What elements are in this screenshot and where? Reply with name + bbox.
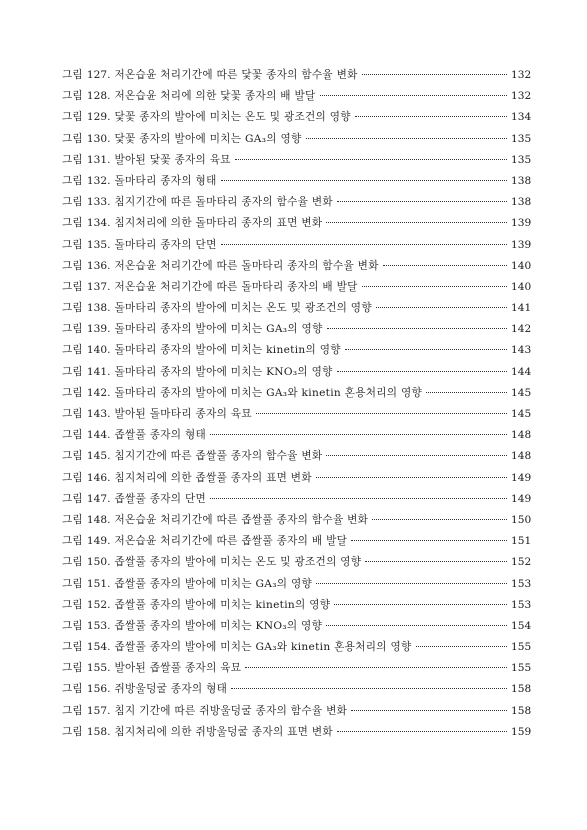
toc-entry-title: 발아된 돌마타리 종자의 육묘 — [114, 408, 252, 420]
toc-entry[interactable] — [62, 574, 531, 595]
toc-entry-page: 145 — [511, 408, 532, 420]
toc-entry-page: 145 — [511, 386, 532, 399]
toc-entry[interactable] — [62, 129, 531, 150]
dot-leader — [316, 477, 507, 478]
toc-entry-title: 돌마타리 종자의 발아에 미치는 GA₃의 영향 — [114, 323, 323, 336]
toc-entry[interactable] — [62, 616, 531, 637]
dot-leader — [351, 710, 507, 711]
toc-entry-number: 137. — [86, 280, 111, 293]
toc-entry-number: 156. — [86, 683, 111, 696]
toc-entry-title: 발아된 좁쌀풀 종자의 육묘 — [114, 662, 242, 675]
toc-entry-title: 침지처리에 의한 돌마타리 종자의 표면 변화 — [114, 217, 323, 230]
toc-entry-page: 141 — [511, 302, 532, 315]
toc-entry-prefix: 그림 — [62, 535, 83, 548]
toc-entry-number: 128. — [86, 90, 111, 103]
toc-entry-number: 145. — [86, 450, 111, 463]
toc-entry-title: 좁쌀풀 종자의 발아에 미치는 GA₃와 kinetin 혼용처리의 영향 — [114, 641, 412, 654]
toc-entry-prefix: 그림 — [62, 153, 83, 166]
toc-entry-page: 140 — [511, 280, 532, 293]
toc-entry-number: 142. — [86, 386, 111, 399]
toc-entry-prefix: 그림 — [62, 344, 83, 357]
toc-entry[interactable] — [62, 722, 531, 743]
dot-leader — [372, 519, 507, 520]
toc-entry-page: 149 — [511, 492, 532, 505]
toc-entry-prefix: 그림 — [62, 365, 83, 378]
dot-leader — [327, 328, 507, 329]
toc-entry[interactable] — [62, 171, 531, 192]
toc-entry-number: 153. — [86, 619, 111, 632]
toc-entry[interactable] — [62, 150, 531, 171]
toc-entry[interactable] — [62, 256, 531, 277]
toc-entry-title: 침지 기간에 따른 쥐방울덩굴 종자의 함수율 변화 — [114, 704, 348, 717]
toc-entry-title: 좁쌀풀 종자의 발아에 미치는 GA₃의 영향 — [114, 577, 313, 590]
dot-leader — [235, 159, 507, 160]
toc-entry-number: 133. — [86, 196, 111, 209]
toc-entry-title: 침지기간에 따른 돌마타리 종자의 함수율 변화 — [114, 196, 333, 209]
toc-entry-page: 150 — [511, 513, 532, 526]
toc-entry[interactable] — [62, 489, 531, 510]
dot-leader — [426, 392, 507, 393]
toc-entry-page: 144 — [511, 365, 532, 378]
dot-leader — [351, 540, 507, 541]
toc-entry-number: 152. — [86, 598, 111, 611]
toc-entry-number: 129. — [86, 111, 111, 124]
toc-entry-title: 돌마타리 종자의 발아에 미치는 GA₃와 kinetin 혼용처리의 영향 — [114, 386, 423, 399]
toc-entry-page: 139 — [511, 217, 532, 230]
toc-entry-page: 148 — [511, 429, 532, 442]
toc-entry-title: 돌마타리 종자의 단면 — [114, 238, 217, 251]
toc-entry-number: 150. — [86, 556, 111, 569]
toc-entry-prefix: 그림 — [62, 577, 83, 590]
toc-entry-number: 149. — [86, 535, 111, 548]
toc-entry-page: 148 — [511, 450, 532, 463]
toc-entry-title: 닻꽃 종자의 발아에 미치는 GA₃의 영향 — [114, 132, 302, 145]
dot-leader — [210, 434, 507, 435]
toc-entry[interactable] — [62, 362, 531, 383]
toc-entry[interactable] — [62, 425, 531, 446]
toc-entry-page: 143 — [511, 344, 532, 357]
toc-entry-page: 158 — [511, 683, 532, 696]
toc-entry[interactable] — [62, 510, 531, 531]
toc-entry-title: 침지처리에 의한 좁쌀풀 종자의 표면 변화 — [114, 471, 312, 484]
toc-entry-title: 저온습윤 처리에 의한 닻꽃 종자의 배 발달 — [114, 90, 316, 103]
toc-entry-page: 158 — [511, 704, 532, 717]
toc-entry-number: 127. — [86, 69, 111, 81]
dot-leader — [383, 265, 507, 266]
toc-entry-page: 152 — [511, 556, 532, 569]
toc-entry-page: 138 — [511, 174, 532, 187]
toc-entry-number: 132. — [86, 174, 111, 187]
toc-entry-prefix: 그림 — [62, 725, 83, 738]
dot-leader — [362, 286, 507, 287]
dot-leader — [210, 498, 507, 499]
toc-entry-number: 148. — [86, 513, 111, 526]
toc-entry-number: 157. — [86, 704, 111, 717]
toc-entry-prefix: 그림 — [62, 302, 83, 315]
toc-entry[interactable] — [62, 235, 531, 256]
toc-entry-prefix: 그림 — [62, 69, 83, 81]
toc-entry[interactable] — [62, 340, 531, 361]
toc-entry-title: 좁쌀풀 종자의 발아에 미치는 온도 및 광조건의 영향 — [114, 556, 362, 569]
dot-leader — [337, 731, 507, 732]
toc-entry-number: 147. — [86, 492, 111, 505]
toc-entry-number: 151. — [86, 577, 111, 590]
dot-leader — [345, 349, 507, 350]
toc-entry[interactable] — [62, 595, 531, 616]
toc-entry-prefix: 그림 — [62, 217, 83, 230]
toc-entry-page: 132 — [511, 90, 532, 103]
toc-entry-prefix: 그림 — [62, 492, 83, 505]
toc-entry[interactable] — [62, 192, 531, 213]
toc-entry-number: 154. — [86, 641, 111, 654]
toc-entry[interactable] — [62, 107, 531, 128]
dot-leader — [326, 455, 507, 456]
toc-entry[interactable] — [62, 213, 531, 234]
toc-entry-title: 저온습윤 처리기간에 따른 좁쌀풀 종자의 함수율 변화 — [114, 513, 369, 526]
toc-entry-title: 좁쌀풀 종자의 발아에 미치는 KNO₃의 영향 — [114, 619, 323, 632]
dot-leader — [316, 583, 507, 584]
toc-entry-title: 좁쌀풀 종자의 단면 — [114, 492, 207, 505]
toc-entry-prefix: 그림 — [62, 429, 83, 442]
toc-entry-prefix: 그림 — [62, 323, 83, 336]
toc-entry-page: 132 — [511, 69, 532, 81]
toc-entry-prefix: 그림 — [62, 556, 83, 569]
toc-entry-page: 142 — [511, 323, 532, 336]
dot-leader — [365, 561, 507, 562]
toc-entry-number: 158. — [86, 725, 111, 738]
toc-entry-page: 153 — [511, 598, 532, 611]
toc-entry-prefix: 그림 — [62, 662, 83, 675]
dot-leader — [320, 95, 507, 96]
toc-entry-number: 143. — [86, 408, 111, 420]
toc-entry-title: 돌마타리 종자의 발아에 미치는 KNO₃의 영향 — [114, 365, 333, 378]
dot-leader — [245, 667, 507, 668]
toc-entry[interactable] — [62, 86, 531, 107]
toc-entry-prefix: 그림 — [62, 471, 83, 484]
figure-list — [62, 65, 531, 743]
toc-entry-number: 140. — [86, 344, 111, 357]
toc-entry-prefix: 그림 — [62, 196, 83, 209]
toc-entry[interactable] — [62, 531, 531, 552]
dot-leader — [355, 116, 507, 117]
dot-leader — [362, 74, 507, 75]
toc-entry-prefix: 그림 — [62, 598, 83, 611]
toc-entry-prefix: 그림 — [62, 683, 83, 696]
dot-leader — [256, 413, 507, 414]
toc-entry-page: 149 — [511, 471, 532, 484]
dot-leader — [231, 688, 507, 689]
toc-entry-title: 저온습윤 처리기간에 따른 돌마타리 종자의 배 발달 — [114, 280, 358, 293]
dot-leader — [326, 625, 507, 626]
toc-entry-number: 144. — [86, 429, 111, 442]
toc-entry[interactable] — [62, 468, 531, 489]
toc-entry-page: 135 — [511, 153, 532, 166]
toc-entry-prefix: 그림 — [62, 132, 83, 145]
toc-entry-prefix: 그림 — [62, 386, 83, 399]
toc-entry[interactable] — [62, 446, 531, 467]
toc-entry-prefix: 그림 — [62, 619, 83, 632]
toc-entry-number: 146. — [86, 471, 111, 484]
toc-entry-prefix: 그림 — [62, 280, 83, 293]
toc-entry-number: 155. — [86, 662, 111, 675]
toc-entry[interactable] — [62, 277, 531, 298]
toc-entry-prefix: 그림 — [62, 704, 83, 717]
toc-entry-page: 154 — [511, 619, 532, 632]
dot-leader — [337, 201, 507, 202]
toc-entry-title: 침지기간에 따른 좁쌀풀 종자의 함수율 변화 — [114, 450, 323, 463]
toc-entry[interactable] — [62, 637, 531, 658]
toc-entry-title: 저온습윤 처리기간에 따른 돌마타리 종자의 함수율 변화 — [114, 259, 379, 272]
toc-entry-number: 131. — [86, 153, 111, 166]
toc-entry-title: 발아된 닻꽃 종자의 육묘 — [114, 153, 231, 166]
toc-entry-prefix: 그림 — [62, 174, 83, 187]
toc-entry-page: 151 — [511, 535, 532, 548]
toc-entry-page: 155 — [511, 641, 532, 654]
toc-entry-title: 좁쌀풀 종자의 형태 — [114, 429, 207, 442]
dot-leader — [306, 138, 507, 139]
toc-entry[interactable] — [62, 298, 531, 319]
toc-entry-page: 134 — [511, 111, 532, 124]
toc-entry-prefix: 그림 — [62, 259, 83, 272]
toc-entry-title: 돌마타리 종자의 발아에 미치는 kinetin의 영향 — [114, 344, 341, 357]
dot-leader — [337, 371, 507, 372]
toc-entry[interactable] — [62, 383, 531, 404]
toc-entry-number: 139. — [86, 323, 111, 336]
toc-entry-prefix: 그림 — [62, 450, 83, 463]
toc-entry-prefix: 그림 — [62, 111, 83, 124]
toc-entry[interactable] — [62, 552, 531, 573]
toc-entry-prefix: 그림 — [62, 513, 83, 526]
toc-entry-title: 저온습윤 처리기간에 따른 좁쌀풀 종자의 배 발달 — [114, 535, 348, 548]
toc-entry-page: 139 — [511, 238, 532, 251]
toc-entry-page: 153 — [511, 577, 532, 590]
dot-leader — [416, 646, 507, 647]
toc-entry-page: 135 — [511, 132, 532, 145]
toc-entry[interactable] — [62, 319, 531, 340]
toc-entry-number: 138. — [86, 302, 111, 315]
toc-entry-number: 134. — [86, 217, 111, 230]
toc-entry-prefix: 그림 — [62, 641, 83, 654]
toc-entry-number: 135. — [86, 238, 111, 251]
toc-entry-number: 136. — [86, 259, 111, 272]
dot-leader — [221, 180, 507, 181]
toc-entry[interactable] — [62, 65, 531, 86]
toc-entry-page: 155 — [511, 662, 532, 675]
toc-entry-title: 침지처리에 의한 쥐방울덩굴 종자의 표면 변화 — [114, 725, 333, 738]
toc-entry-number: 130. — [86, 132, 111, 145]
toc-entry-prefix: 그림 — [62, 408, 83, 420]
toc-entry-page: 138 — [511, 196, 532, 209]
toc-entry-title: 닻꽃 종자의 발아에 미치는 온도 및 광조건의 영향 — [114, 111, 351, 124]
toc-entry-prefix: 그림 — [62, 238, 83, 251]
dot-leader — [221, 244, 507, 245]
toc-entry-prefix: 그림 — [62, 90, 83, 103]
toc-entry-page: 140 — [511, 259, 532, 272]
toc-entry-title: 쥐방울덩굴 종자의 형태 — [114, 683, 228, 696]
dot-leader — [334, 604, 507, 605]
toc-entry-title: 돌마타리 종자의 형태 — [114, 174, 217, 187]
toc-entry-title: 좁쌀풀 종자의 발아에 미치는 kinetin의 영향 — [114, 598, 331, 611]
toc-entry-title: 저온습윤 처리기간에 따른 닻꽃 종자의 함수율 변화 — [114, 69, 358, 81]
toc-entry[interactable] — [62, 404, 531, 425]
dot-leader — [376, 307, 507, 308]
toc-entry-number: 141. — [86, 365, 111, 378]
dot-leader — [326, 222, 507, 223]
toc-entry[interactable] — [62, 658, 531, 679]
toc-entry-page: 159 — [511, 725, 532, 738]
toc-entry[interactable] — [62, 701, 531, 722]
toc-entry[interactable] — [62, 679, 531, 700]
toc-entry-title: 돌마타리 종자의 발아에 미치는 온도 및 광조건의 영향 — [114, 302, 372, 315]
